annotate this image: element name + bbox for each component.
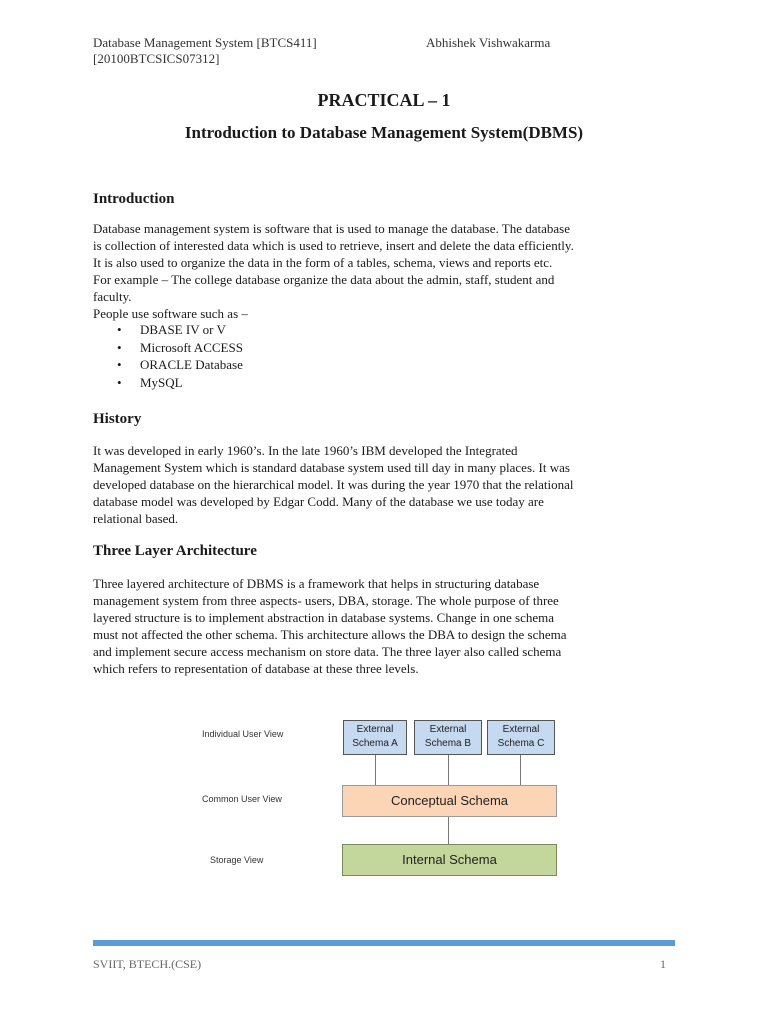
history-paragraph <box>93 442 674 527</box>
external-c-line1: External <box>502 724 540 735</box>
internal-schema: Internal Schema <box>342 844 557 876</box>
architecture-line: must not affected the other schema. This architecture allows the DBA to design the schema <box>93 627 567 642</box>
history-line: developed database on the hierarchical model. It was during the year 1970 that the relational <box>93 477 574 492</box>
footer-bar <box>93 940 675 946</box>
level-label-individual: Individual User View <box>202 729 284 739</box>
architecture-heading: Three Layer Architecture <box>93 543 257 559</box>
list-item: • Microsoft ACCESS <box>93 339 243 357</box>
history-line: relational based. <box>93 511 179 526</box>
header-course: Database Management System [BTCS411] <box>93 35 317 50</box>
header-author: Abhishek Vishwakarma <box>426 35 551 50</box>
level-label-storage: Storage View <box>210 855 264 865</box>
connector-b <box>448 755 449 785</box>
intro-line: Database management system is software that is used to manage the database. The database <box>93 221 570 236</box>
history-line: It was developed in early 1960’s. In the late 1960’s IBM developed the Integrated <box>93 443 518 458</box>
connector-a <box>375 755 376 785</box>
connector-internal <box>448 817 449 844</box>
header-left <box>93 35 317 67</box>
external-b-line1: External <box>429 724 467 735</box>
level-label-common: Common User View <box>202 794 282 804</box>
footer-institute: SVIIT, BTECH.(CSE) <box>93 957 202 971</box>
intro-line: It is also used to organize the data in the form of a tables, schema, views and reports etc. <box>93 255 553 270</box>
software-list <box>93 321 243 391</box>
three-layer-diagram <box>195 715 575 885</box>
external-schema-b <box>414 720 482 755</box>
intro-paragraph <box>93 220 674 322</box>
external-b-line2: Schema B <box>424 738 472 749</box>
history-line: Management System which is standard database system used till day in many places. It was <box>93 460 570 475</box>
external-a-line2: Schema A <box>352 738 398 749</box>
conceptual-schema: Conceptual Schema <box>342 785 557 817</box>
architecture-line: Three layered architecture of DBMS is a framework that helps in structuring database <box>93 576 540 591</box>
intro-heading: Introduction <box>93 191 175 207</box>
list-item: • DBASE IV or V <box>93 321 243 339</box>
architecture-line: management system from three aspects- users, DBA, storage. The whole purpose of three <box>93 593 559 608</box>
architecture-line: which refers to representation of database at these three levels. <box>93 661 419 676</box>
external-schema-a <box>343 720 407 755</box>
intro-line: faculty. <box>93 289 132 304</box>
history-heading: History <box>93 411 142 427</box>
practical-title: PRACTICAL – 1 <box>317 90 451 110</box>
header-roll: [20100BTCSICS07312] <box>93 51 220 66</box>
connector-c <box>520 755 521 785</box>
architecture-line: layered structure is to implement abstraction in database systems. Change in one schema <box>93 610 555 625</box>
intro-line: People use software such as – <box>93 306 248 321</box>
intro-line: is collection of interested data which is used to retrieve, insert and delete the data efficiently. <box>93 238 574 253</box>
architecture-paragraph <box>93 575 674 677</box>
architecture-line: and implement secure access mechanism on store data. The three layer also called schema <box>93 644 562 659</box>
page-title: Introduction to Database Management System(DBMS) <box>184 123 584 142</box>
page-number: 1 <box>660 957 666 971</box>
list-item: • ORACLE Database <box>93 356 243 374</box>
intro-line: For example – The college database organize the data about the admin, staff, student and <box>93 272 555 287</box>
external-a-line1: External <box>356 724 394 735</box>
history-line: database model was developed by Edgar Codd. Many of the database we use today are <box>93 494 544 509</box>
list-item: • MySQL <box>93 374 243 392</box>
external-c-line2: Schema C <box>497 738 545 749</box>
external-schema-c <box>487 720 555 755</box>
